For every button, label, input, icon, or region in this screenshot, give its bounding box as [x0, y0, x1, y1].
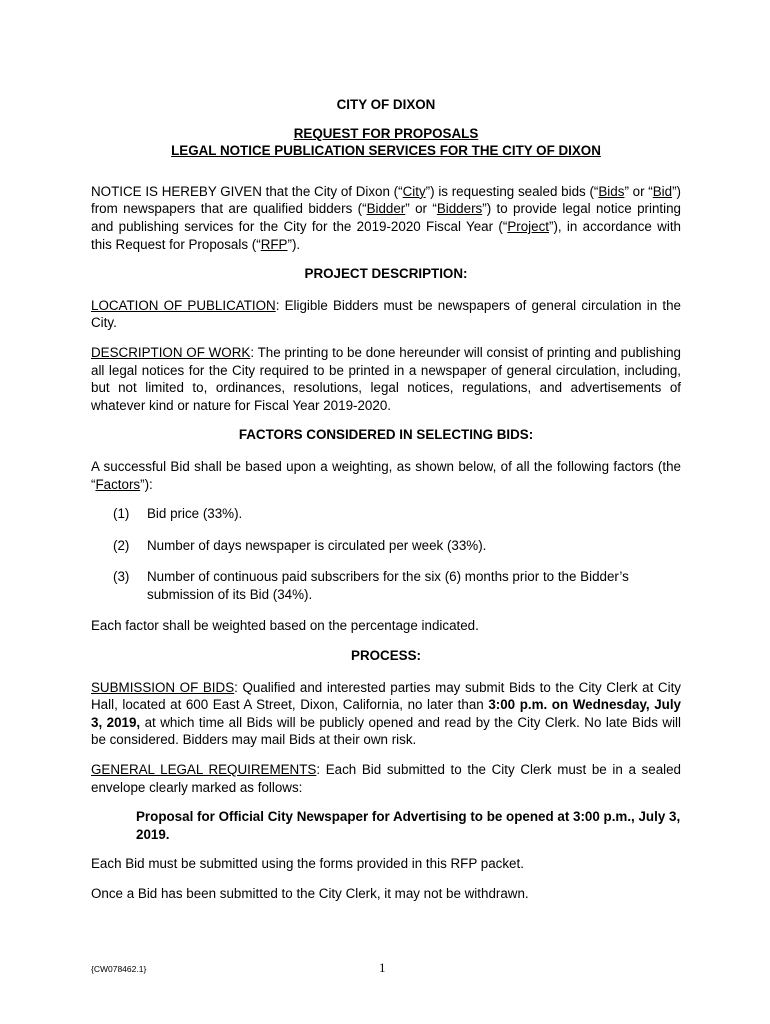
defined-term-bidder: Bidder — [366, 201, 406, 217]
factor-item — [91, 568, 681, 603]
weighting-note: Each factor shall be weighted based on the percentage indicated. — [91, 618, 479, 634]
process-heading: PROCESS: — [351, 648, 421, 664]
withdraw-paragraph: Once a Bid has been submitted to the City Clerk, it may not be withdrawn. — [91, 886, 529, 901]
defined-term-bids: Bids — [598, 183, 625, 199]
notice-text: ”) from newspapers that are qualified bidders (“ — [91, 183, 681, 217]
submission-text: : Qualified and interested parties may submit Bids to the City Clerk at City Hall, located at 600 East A Street, Dixon, California, no later than — [91, 679, 681, 713]
rfp-title: REQUEST FOR PROPOSALS — [293, 125, 479, 141]
factor-text: Number of continuous paid subscribers for the six (6) months prior to the Bidder’s submission of its Bid (34%). — [147, 569, 629, 602]
notice-text: NOTICE IS HEREBY GIVEN that the City of Dixon (“ — [91, 183, 403, 199]
notice-text: ”) is requesting sealed bids (“ — [425, 183, 599, 199]
legal-requirements-paragraph — [91, 761, 681, 796]
city-title: CITY OF DIXON — [336, 97, 436, 112]
submission-text: at which time all Bids will be publicly opened and read by the City Clerk. No late Bids will be considered. Bidders may mail Bids at their own risk. — [91, 714, 681, 748]
project-description-heading: PROJECT DESCRIPTION: — [304, 266, 468, 282]
legal-requirements-text: : Each Bid submitted to the City Clerk must be in a sealed envelope clearly marked as follows: — [91, 762, 682, 795]
notice-text: ”), in accordance with this Request for Proposals (“ — [91, 218, 681, 252]
factor-number: (3) — [113, 569, 130, 585]
submission-label: SUBMISSION OF BIDS — [91, 679, 235, 695]
factors-intro — [91, 458, 681, 493]
notice-paragraph — [91, 183, 681, 253]
notice-text: ” or “ — [624, 183, 653, 199]
defined-term-bidders: Bidders — [436, 201, 483, 217]
submission-deadline: 3:00 p.m. on Wednesday, July 3, 2019, — [91, 697, 682, 730]
defined-term-rfp: RFP — [260, 236, 288, 252]
factors-intro-text: ”): — [140, 476, 153, 492]
work-paragraph — [91, 344, 681, 414]
page-number: 1 — [379, 960, 386, 975]
document-id: {CW078462.1} — [91, 964, 147, 974]
notice-text: ”) to provide legal notice printing and publishing services for the City for the 2019-2020 Fiscal Year (“ — [91, 201, 681, 234]
legal-requirements-label: GENERAL LEGAL REQUIREMENTS — [91, 762, 317, 778]
factors-heading: FACTORS CONSIDERED IN SELECTING BIDS: — [238, 427, 534, 443]
factor-text: Bid price (33%). — [147, 506, 243, 522]
factor-number: (2) — [113, 537, 130, 553]
notice-text: ” or “ — [405, 201, 437, 217]
defined-term-city: City — [402, 183, 426, 199]
location-text: : Eligible Bidders must be newspapers of general circulation in the City. — [91, 297, 681, 331]
factor-text: Number of days newspaper is circulated per week (33%). — [147, 537, 487, 553]
factor-number: (1) — [113, 506, 130, 522]
location-paragraph — [91, 297, 681, 332]
defined-term-project: Project — [507, 218, 549, 234]
defined-term-bid: Bid — [652, 183, 673, 199]
rfp-subtitle: LEGAL NOTICE PUBLICATION SERVICES FOR THE CITY OF DIXON — [171, 143, 601, 159]
location-label: LOCATION OF PUBLICATION — [91, 297, 276, 313]
factor-item — [91, 505, 681, 523]
document-body — [91, 96, 681, 915]
factors-intro-text: A successful Bid shall be based upon a weighting, as shown below, of all the following factors (the “ — [91, 458, 681, 492]
forms-paragraph: Each Bid must be submitted using the forms provided in this RFP packet. — [91, 856, 524, 872]
work-text: : The printing to be done hereunder will consist of printing and publishing all legal notices for the City required to be printed in a newspaper of general circulation, including, but not limited to, ordinances, resolutions, legal notices, regulations, and advertisements of whatever kind or nature for Fiscal Year 2019-2020. — [91, 344, 681, 413]
notice-text: ”). — [287, 236, 301, 252]
envelope-marking: Proposal for Official City Newspaper for Advertising to be opened at 3:00 p.m., July 3, 2019. — [136, 809, 681, 842]
work-label: DESCRIPTION OF WORK — [91, 344, 251, 360]
submission-paragraph — [91, 679, 681, 749]
factor-item — [91, 537, 681, 555]
defined-term-factors: Factors — [95, 476, 141, 492]
